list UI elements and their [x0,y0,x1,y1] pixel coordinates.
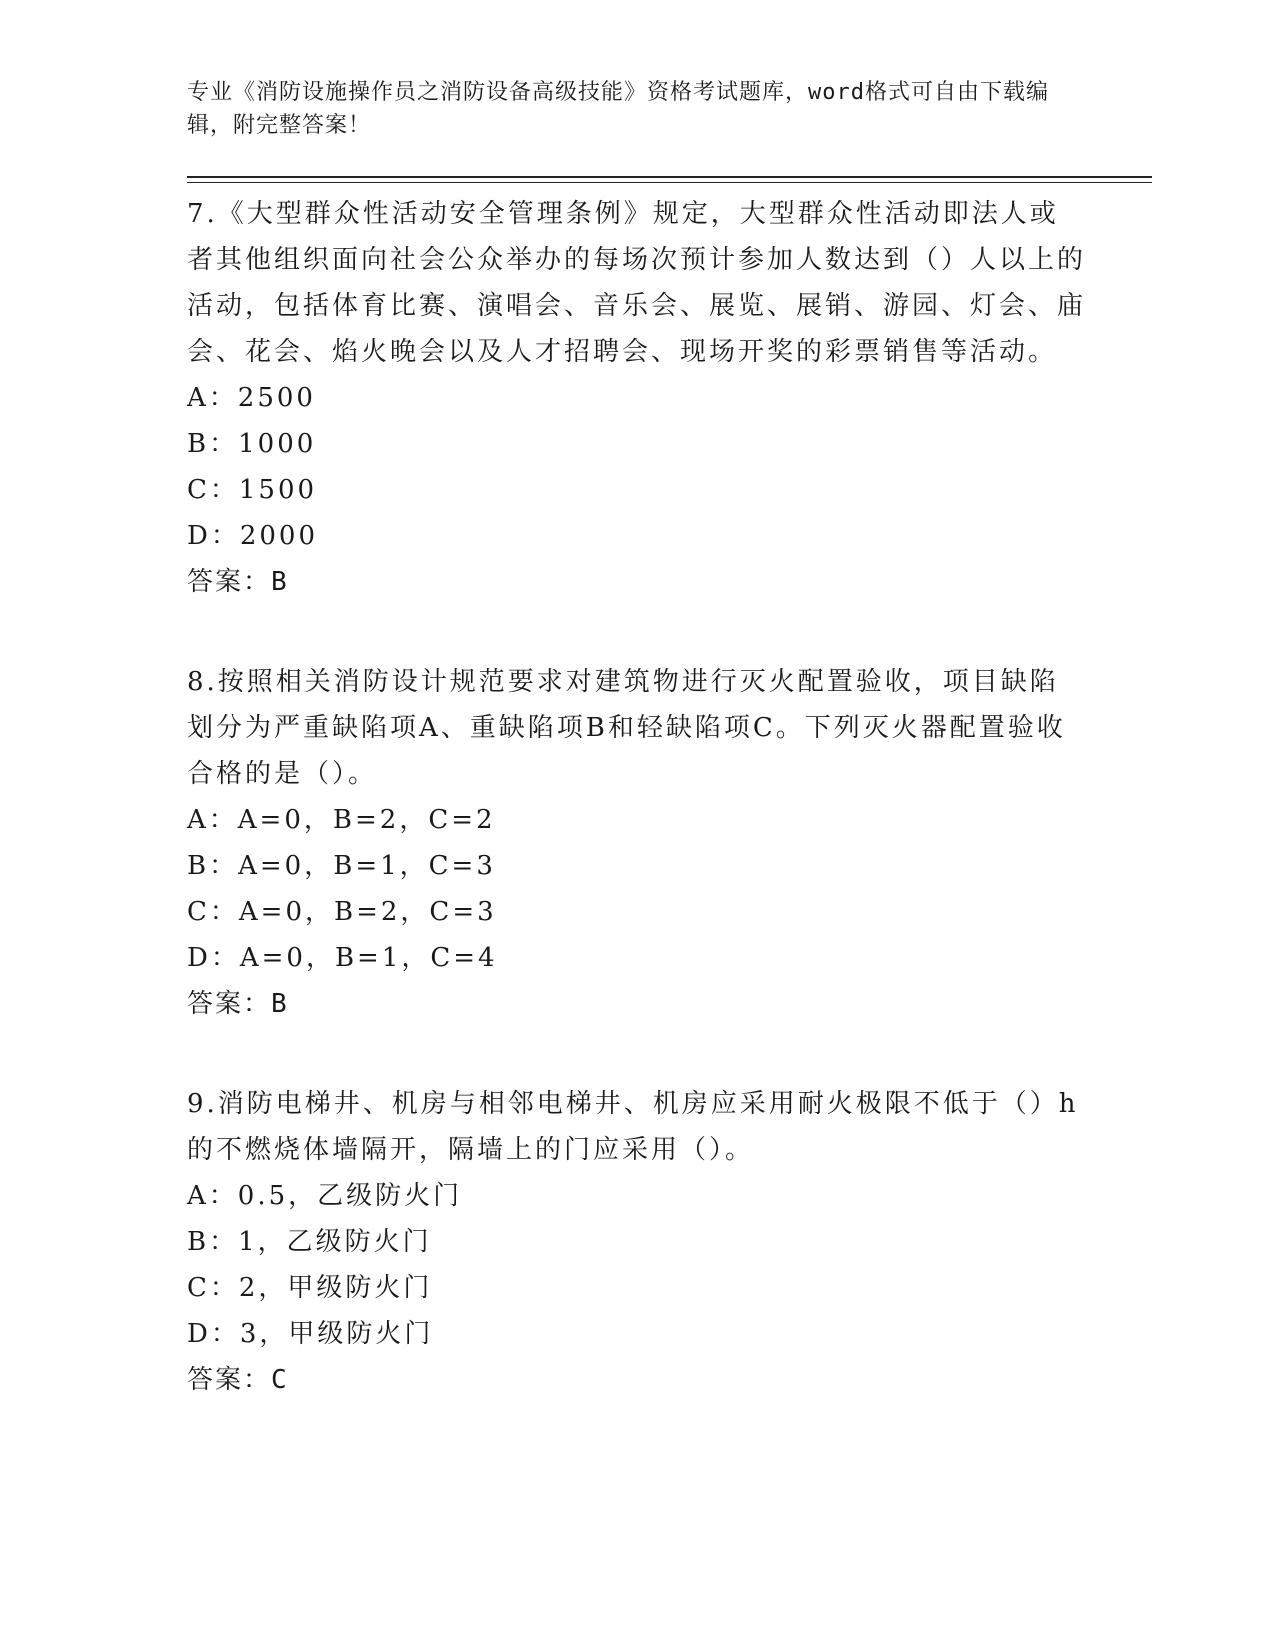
option-d: D：2000 [187,521,319,551]
option-c: C：A=0，B=2，C=3 [187,897,497,927]
option-c: C：1500 [187,475,318,505]
option-d: D：3，甲级防火门 [187,1319,434,1349]
option-b: B：1000 [187,429,317,459]
question-7 [187,191,1087,605]
option-d: D：A=0，B=1，C=4 [187,943,498,973]
option-a: A：A=0，B=2，C=2 [187,805,496,835]
answer-label: 答案：C [187,1365,289,1395]
question-8 [187,659,1087,1027]
option-b: B：1，乙级防火门 [187,1227,432,1257]
answer-label: 答案：B [187,989,289,1019]
header-divider [187,176,1152,183]
option-b: B：A=0，B=1，C=3 [187,851,496,881]
option-a: A：2500 [187,383,316,413]
question-stem: 9.消防电梯井、机房与相邻电梯井、机房应采用耐火极限不低于（）h的不燃烧体墙隔开，隔墙上的门应采用（）。 [187,1089,1079,1165]
question-9 [187,1081,1087,1403]
question-stem: 8.按照相关消防设计规范要求对建筑物进行灭火配置验收，项目缺陷划分为严重缺陷项A、重缺陷项B和轻缺陷项C。下列灭火器配置验收合格的是（）。 [187,667,1066,789]
option-a: A：0.5，乙级防火门 [187,1181,463,1211]
document-header: 专业《消防设施操作员之消防设备高级技能》资格考试题库，word格式可自由下载编辑，附完整答案！ [187,80,1049,138]
question-stem: 7.《大型群众性活动安全管理条例》规定，大型群众性活动即法人或者其他组织面向社会公众举办的每场次预计参加人数达到（）人以上的活动，包括体育比赛、演唱会、音乐会、展览、展销、游园、灯会、庙会、花会、焰火晚会以及人才招聘会、现场开奖的彩票销售等活动。 [187,199,1087,367]
answer-label: 答案：B [187,567,289,597]
option-c: C：2，甲级防火门 [187,1273,433,1303]
question-list [187,191,1087,1457]
